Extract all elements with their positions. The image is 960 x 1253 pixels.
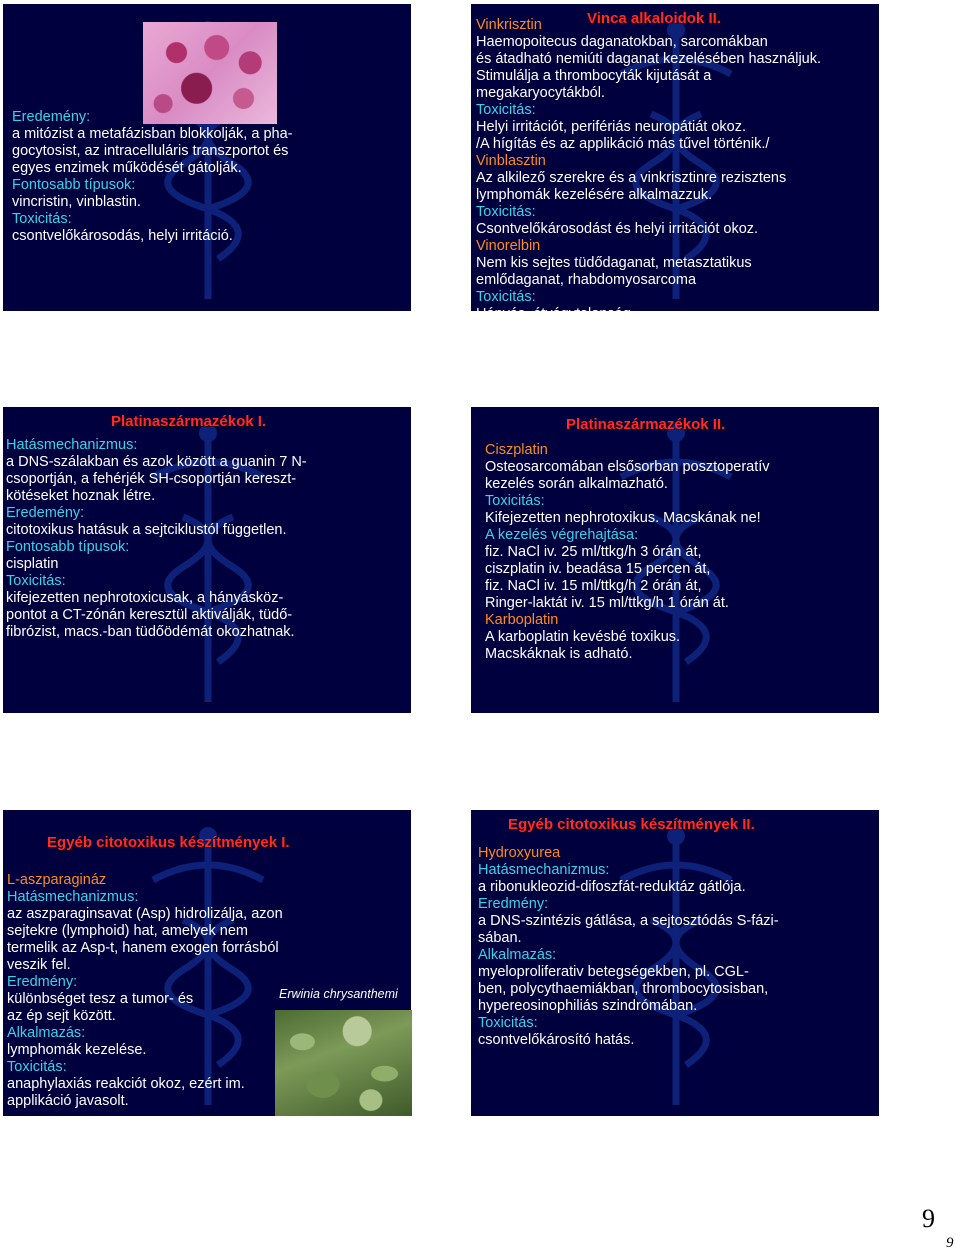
section-label: Toxicitás:: [485, 493, 545, 509]
slide-body: [476, 17, 821, 323]
body-line: applikáció javasolt.: [7, 1093, 129, 1109]
section-label: Hatásmechanizmus:: [478, 862, 610, 878]
section-label: Eredmény:: [478, 896, 549, 912]
body-line: megakaryocytákból.: [476, 85, 605, 101]
body-line: ciszplatin iv. beadása 15 percen át,: [485, 561, 711, 577]
image-caption: Erwinia chrysanthemi: [279, 987, 398, 1001]
slide-vinca-1: [3, 4, 411, 311]
section-label: Karboplatin: [485, 612, 559, 628]
body-line: és átadható nemiúti daganat kezelésében használjuk.: [476, 51, 822, 67]
body-line: Macskáknak is adható.: [485, 646, 633, 662]
section-label: Toxicitás:: [6, 573, 66, 589]
body-line: kezelés során alkalmazható.: [485, 476, 668, 492]
slide-body: [478, 845, 779, 1049]
section-label: Eredemény:: [6, 505, 85, 521]
plant-photo: [275, 1010, 412, 1116]
body-line: vincristin, vinblastin.: [12, 194, 141, 210]
body-line: fiz. NaCl iv. 25 ml/ttkg/h 3 órán át,: [485, 544, 702, 560]
body-line: Helyi irritációt, perifériás neuropátiát okoz.: [476, 119, 746, 135]
body-line: gocytosist, az intracelluláris transzportot és: [12, 143, 289, 159]
section-label: Alkalmazás:: [478, 947, 557, 963]
section-label: Toxicitás:: [476, 102, 536, 118]
body-line: termelik az Asp-t, hanem exogen forrásból: [7, 940, 279, 956]
body-line: /A hígítás és az applikáció más tűvel történik./: [476, 136, 770, 152]
section-label: Toxicitás:: [476, 289, 536, 305]
section-label: Toxicitás:: [12, 211, 72, 227]
slide-body: [6, 437, 307, 641]
page-number-small: 9: [946, 1235, 954, 1251]
body-line: emlődaganat, rhabdomyosarcoma: [476, 272, 697, 288]
slide-body: [12, 109, 292, 245]
section-label: Vinkrisztin: [476, 17, 542, 33]
section-label: Hatásmechanizmus:: [6, 437, 138, 453]
body-line: különbséget tesz a tumor- és: [7, 991, 194, 1007]
section-label: Fontosabb típusok:: [12, 177, 136, 193]
body-line: csontvelőkárosító hatás.: [478, 1032, 635, 1048]
slide-title: Platinaszármazékok I.: [111, 413, 267, 430]
section-label: Hydroxyurea: [478, 845, 561, 861]
slide-body: [7, 872, 283, 1110]
body-line: az aszparaginsavat (Asp) hidrolizálja, azon: [7, 906, 283, 922]
section-label: Alkalmazás:: [7, 1025, 86, 1041]
slide-body: [485, 442, 770, 663]
section-label: Hatásmechanizmus:: [7, 889, 139, 905]
slide-vinca-2: [471, 4, 879, 322]
body-line: lymphomák kezelése.: [7, 1042, 147, 1058]
body-line: egyes enzimek működését gátolják.: [12, 160, 242, 176]
slide-egyeb-2: [471, 810, 879, 1116]
body-line: a ribonukleozid-difoszfát-reduktáz gátlója.: [478, 879, 746, 895]
body-line: ben, polycythaemiákban, thrombocytosisban,: [478, 981, 769, 997]
slide-title: Egyéb citotoxikus készítmények I.: [47, 834, 290, 851]
body-line: fibrózist, macs.-ban tüdőödémát okozhatnak.: [6, 624, 295, 640]
section-label: Toxicitás:: [7, 1059, 67, 1075]
body-line: Nem kis sejtes tüdődaganat, metasztatikus: [476, 255, 752, 271]
slide-title: Egyéb citotoxikus készítmények II.: [508, 816, 755, 833]
body-line: sában.: [478, 930, 522, 946]
body-line: csontvelőkárosodás, helyi irritáció.: [12, 228, 233, 244]
body-line: veszik fel.: [7, 957, 71, 973]
slide-platina-1: [3, 407, 411, 713]
body-line: Osteosarcomában elsősorban posztoperatív: [485, 459, 770, 475]
body-line: lymphomák kezelésére alkalmazzuk.: [476, 187, 713, 203]
section-label: Eredmény:: [7, 974, 78, 990]
slide-title: Vinca alkaloidok II.: [587, 10, 721, 27]
slide-egyeb-1: [3, 810, 411, 1116]
section-label: Ciszplatin: [485, 442, 548, 458]
body-line: a DNS-szintézis gátlása, a sejtosztódás S-fázi-: [478, 913, 779, 929]
body-line: a DNS-szálakban és azok között a guanin 7 N-: [6, 454, 307, 470]
body-line: anaphylaxiás reakciót okoz, ezért im.: [7, 1076, 245, 1092]
body-line: sejtekre (lymphoid) hat, amelyek nem: [7, 923, 248, 939]
body-line: Az alkilező szerekre és a vinkrisztinre rezisztens: [476, 170, 787, 186]
body-line: citotoxikus hatásuk a sejtciklustól független.: [6, 522, 287, 538]
slide-platina-2: [471, 407, 879, 713]
body-line: csoportján, a fehérjék SH-csoportján kereszt-: [6, 471, 297, 487]
body-line: Ringer-laktát iv. 15 ml/ttkg/h 1 órán át.: [485, 595, 729, 611]
body-line: Haemopoitecus daganatokban, sarcomákban: [476, 34, 768, 50]
body-line: az ép sejt között.: [7, 1008, 116, 1024]
body-line: pontot a CT-zónán keresztül aktiválják, tüdő-: [6, 607, 293, 623]
section-label: Fontosabb típusok:: [6, 539, 130, 555]
body-line: Kifejezetten nephrotoxikus. Macskának ne!: [485, 510, 761, 526]
body-line: Hányás, étvágytalanság: [476, 306, 631, 322]
body-line: hypereosinophiliás szindrómában.: [478, 998, 698, 1014]
body-line: kifejezetten nephrotoxicusak, a hányásköz-: [6, 590, 284, 606]
body-line: a mitózist a metafázisban blokkolják, a pha-: [12, 126, 293, 142]
section-label: Toxicitás:: [476, 204, 536, 220]
page-number: 9: [922, 1204, 935, 1233]
slide-title: Platinaszármazékok II.: [566, 416, 726, 433]
body-line: A karboplatin kevésbé toxikus.: [485, 629, 681, 645]
section-label: A kezelés végrehajtása:: [485, 527, 639, 543]
body-line: Csontvelőkárosodást és helyi irritációt okoz.: [476, 221, 759, 237]
body-line: kötéseket hoznak létre.: [6, 488, 156, 504]
body-line: cisplatin: [6, 556, 59, 572]
body-line: Stimulálja a thrombocyták kijutását a: [476, 68, 712, 84]
section-label: L-aszparagináz: [7, 872, 107, 888]
section-label: Toxicitás:: [478, 1015, 538, 1031]
section-label: Eredemény:: [12, 109, 91, 125]
body-line: fiz. NaCl iv. 15 ml/ttkg/h 2 órán át,: [485, 578, 702, 594]
section-label: Vinorelbin: [476, 238, 541, 254]
section-label: Vinblasztin: [476, 153, 546, 169]
body-line: myeloproliferativ betegségekben, pl. CGL-: [478, 964, 749, 980]
